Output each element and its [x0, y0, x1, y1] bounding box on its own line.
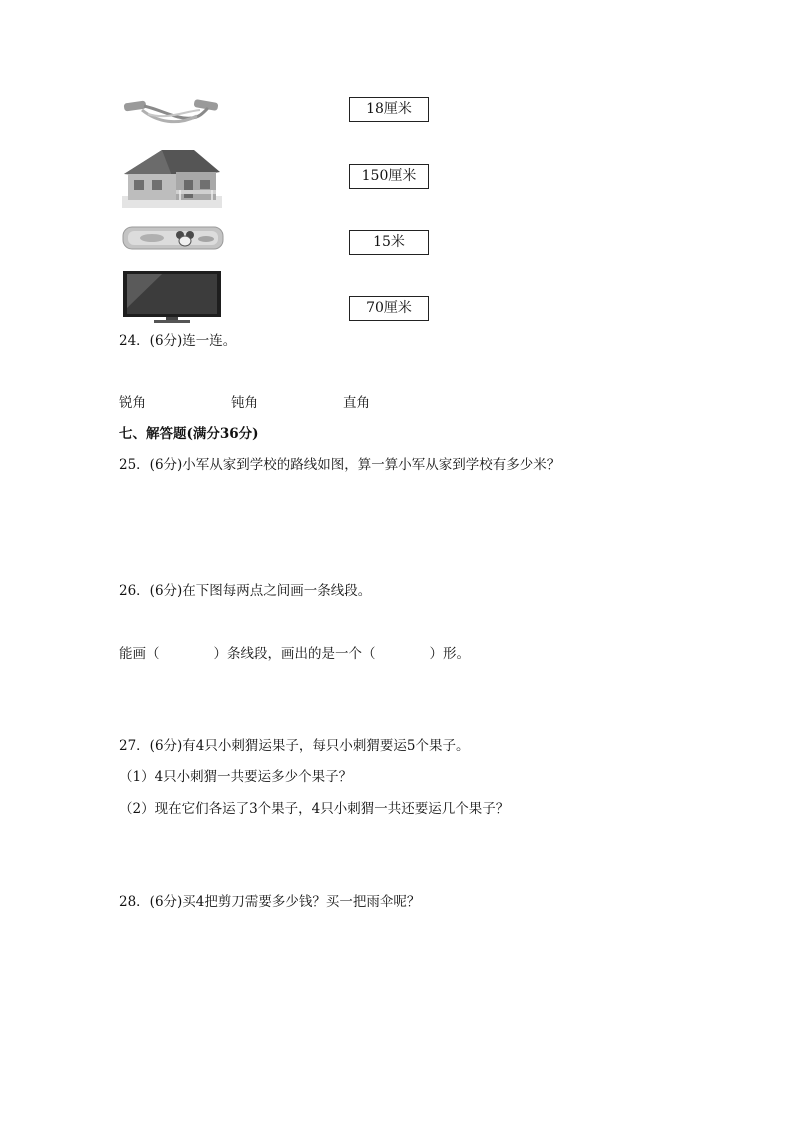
question-27-title: 27．(6分)有4只小刺猬运果子，每只小刺猬要运5个果子。	[119, 738, 470, 754]
angle-label-obtuse: 钝角	[231, 395, 258, 411]
pencil-case-icon	[122, 224, 224, 252]
fill-text: 能画（	[119, 646, 160, 662]
angle-label-acute: 锐角	[119, 395, 146, 411]
length-option-box[interactable]: 18厘米	[349, 97, 429, 122]
fill-text: ）形。	[429, 646, 470, 662]
fill-text: ）条线段，画出的是一个（	[213, 646, 376, 662]
length-option-box[interactable]: 70厘米	[349, 296, 429, 321]
house-icon	[122, 146, 222, 208]
length-option-box[interactable]: 150厘米	[349, 164, 429, 189]
question-25-title: 25．(6分)小军从家到学校的路线如图，算一算小军从家到学校有多少米？	[119, 457, 561, 473]
question-28-title: 28．(6分)买4把剪刀需要多少钱？买一把雨伞呢？	[119, 894, 421, 910]
length-option-box[interactable]: 15米	[349, 230, 429, 255]
television-icon	[122, 270, 222, 324]
question-24-title: 24．(6分)连一连。	[119, 333, 237, 349]
angle-label-right: 直角	[343, 395, 370, 411]
jump-rope-icon	[122, 98, 222, 128]
question-26-fill-in	[119, 645, 470, 663]
question-26-title: 26．(6分)在下图每两点之间画一条线段。	[119, 583, 372, 599]
question-27-sub-2: （2）现在它们各运了3个果子，4只小刺猬一共还要运几个果子？	[119, 801, 510, 817]
section-7-heading: 七、解答题(满分36分)	[119, 426, 259, 442]
question-27-sub-1: （1）4只小刺猬一共要运多少个果子？	[119, 769, 353, 785]
